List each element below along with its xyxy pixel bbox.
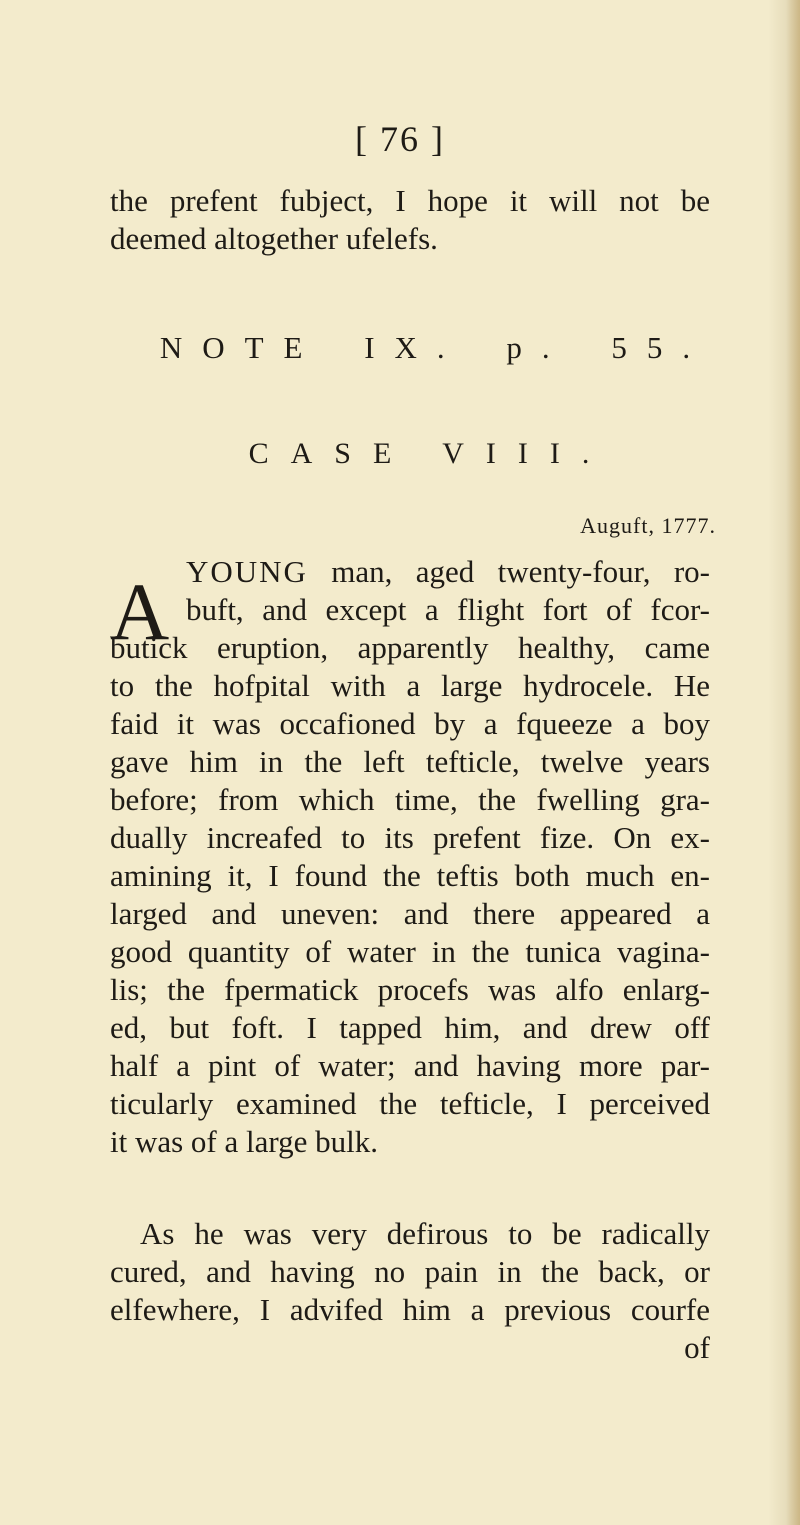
page-number: [ 76 ] — [355, 119, 445, 159]
text-line: before; from which time, the fwelling gra- — [110, 782, 710, 817]
text-line: lis; the fpermatick procefs was alfo enlarg- — [110, 972, 710, 1007]
text-line-first — [186, 553, 710, 591]
case-heading: CASE VIII. — [248, 437, 612, 470]
paragraph-1-body — [110, 629, 710, 1161]
text-line: gave him in the left tefticle, twelve years — [110, 744, 710, 779]
first-line-rest: man, aged twenty-four, ro- — [331, 554, 711, 589]
text-line: it was of a large bulk. — [110, 1124, 379, 1159]
text-line: ticularly examined the tefticle, I perceived — [110, 1086, 710, 1121]
text-line: buft, and except a flight fort of fcor- — [186, 592, 710, 627]
text-line: larged and uneven: and there appeared a — [110, 896, 710, 931]
note-heading: NOTE IX. p. 55. — [159, 330, 711, 365]
paragraph-1-opening — [186, 553, 710, 629]
case-date: Auguft, 1777. — [580, 513, 716, 538]
paragraph-2 — [110, 1215, 710, 1329]
drop-cap: A — [110, 566, 170, 657]
page-edge-shadow — [786, 0, 800, 1525]
catchword-line — [110, 1329, 710, 1367]
text-line: to the hofpital with a large hydrocele. He — [110, 668, 710, 703]
first-word-caps: YOUNG — [186, 554, 308, 589]
text-line: As he was very defirous to be radically — [140, 1216, 710, 1251]
text-line: faid it was occafioned by a fqueeze a boy — [110, 706, 710, 741]
text-line: half a pint of water; and having more par- — [110, 1048, 710, 1083]
text-line: the prefent fubject, I hope it will not be — [110, 183, 710, 218]
text-line: cured, and having no pain in the back, or — [110, 1254, 710, 1289]
text-line: elfewhere, I advifed him a previous courfe — [110, 1292, 710, 1327]
text-line: dually increafed to its prefent fize. On ex- — [110, 820, 710, 855]
text-line: ed, but foft. I tapped him, and drew off — [110, 1010, 710, 1045]
text-line: amining it, I found the teftis both much en- — [110, 858, 710, 893]
catchword: of — [684, 1330, 710, 1365]
text-line: deemed altogether ufelefs. — [110, 221, 438, 256]
continuation-text — [110, 182, 710, 258]
text-line: butick eruption, apparently healthy, came — [110, 630, 710, 665]
text-line: good quantity of water in the tunica vagina- — [110, 934, 710, 969]
